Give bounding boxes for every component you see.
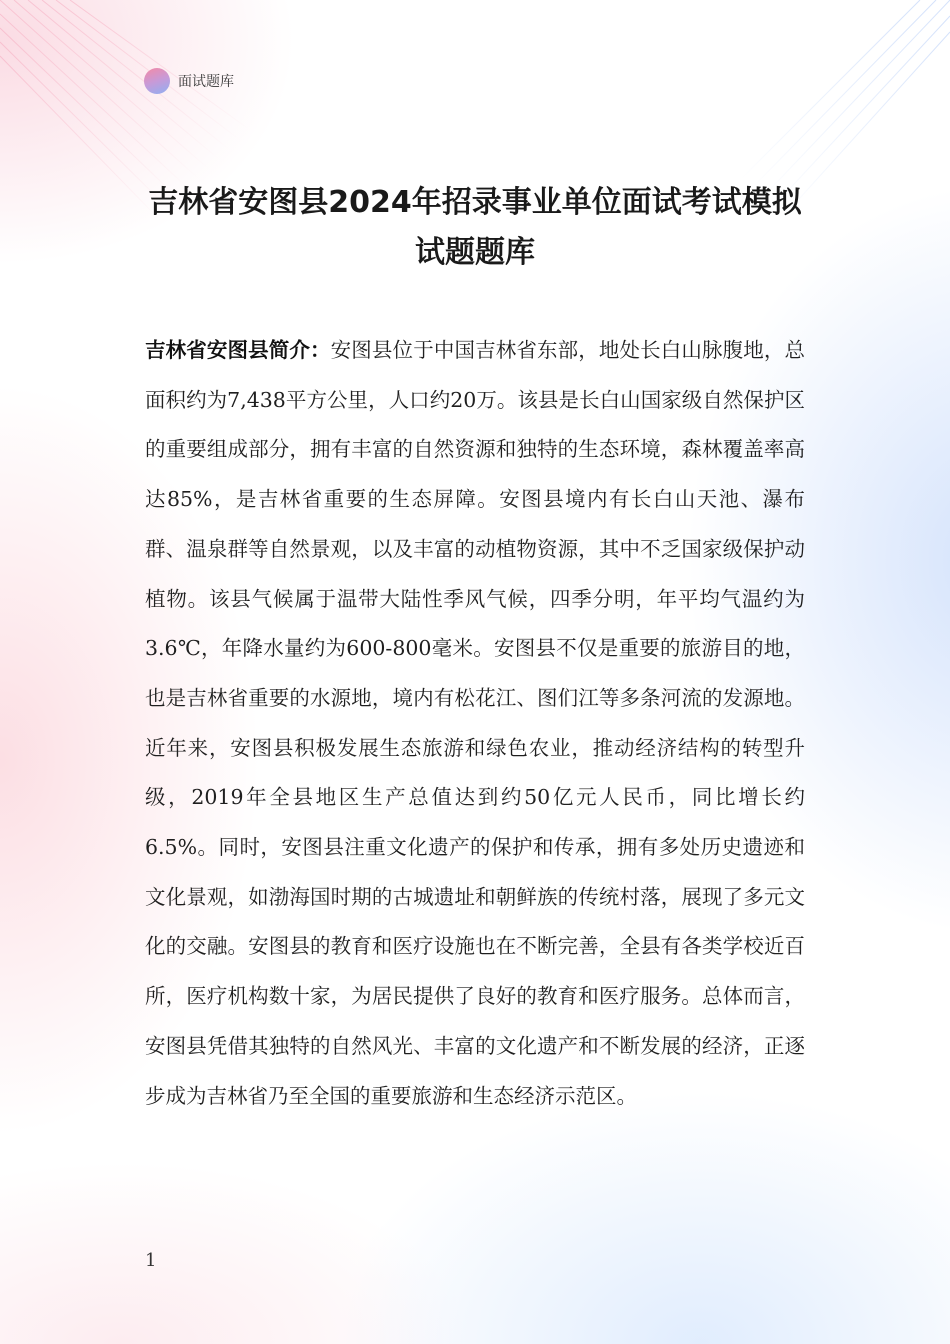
intro-label: 吉林省安图县简介：: [145, 338, 331, 362]
intro-text: 安图县位于中国吉林省东部，地处长白山脉腹地，总面积约为7,438平方公里，人口约20万。该县是长白山国家级自然保护区的重要组成部分，拥有丰富的自然资源和独特的生态环境，森林覆盖率高达85%，是吉林省重要的生态屏障。安图县境内有长白山天池、瀑布群、温泉群等自然景观，以及丰富的动植物资源，其中不乏国家级保护动植物。该县气候属于温带大陆性季风气候，四季分明，年平均气温约为3.6℃，年降水量约为600-800毫米。安图县不仅是重要的旅游目的地，也是吉林省重要的水源地，境内有松花江、图们江等多条河流的发源地。近年来，安图县积极发展生态旅游和绿色农业，推动经济结构的转型升级，2019年全县地区生产总值达到约50亿元人民币，同比增长约6.5%。同时，安图县注重文化遗产的保护和传承，拥有多处历史遗迹和文化景观，如渤海国时期的古城遗址和朝鲜族的传统村落，展现了多元文化的交融。安图县的教育和医疗设施也在不断完善，全县有各类学校近百所，医疗机构数十家，为居民提供了良好的教育和医疗服务。总体而言，安图县凭借其独特的自然风光、丰富的文化遗产和不断发展的经济，正逐步成为吉林省乃至全国的重要旅游和生态经济示范区。: [145, 338, 806, 1108]
document-title: 吉林省安图县2024年招录事业单位面试考试模拟试题题库: [148, 185, 802, 270]
logo-circle-icon: [144, 68, 170, 94]
header-label: 面试题库: [178, 74, 234, 90]
page-number: 1: [145, 1250, 157, 1271]
intro-paragraph: [145, 326, 805, 1121]
page-header: [144, 68, 234, 94]
